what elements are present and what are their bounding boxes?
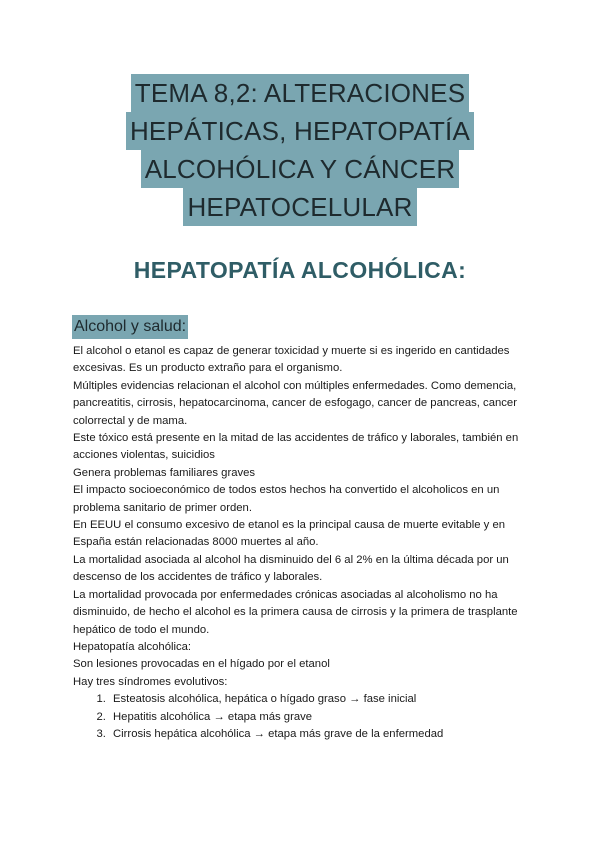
title-line-1: TEMA 8,2: ALTERACIONES — [131, 74, 469, 112]
paragraph: Son lesiones provocadas en el hígado por el etanol — [73, 658, 330, 671]
paragraph: Múltiples evidencias relacionan el alcohol con múltiples enfermedades. Como demencia, pancreatitis, cirrosis, hepatocarcinoma, cancer de esfogago, cancer de pancreas, cancer colorrectal y de mama. — [73, 379, 517, 427]
paragraph: La mortalidad asociada al alcohol ha disminuido del 6 al 2% en la última década por un descenso de los accidentes de tráfico y laborales. — [73, 553, 509, 584]
title-line-4: HEPATOCELULAR — [183, 188, 416, 226]
paragraph: Hay tres síndromes evolutivos: — [73, 675, 228, 688]
subheading: Alcohol y salud: — [72, 315, 188, 339]
list-item: 2. Hepatitis alcohólica → etapa más grave — [109, 709, 533, 726]
syndromes-list — [73, 691, 533, 743]
list-item: 3. Cirrosis hepática alcohólica → etapa más grave de la enfermedad — [109, 726, 533, 743]
paragraph: En EEUU el consumo excesivo de etanol es la principal causa de muerte evitable y en España están relacionadas 8000 muertes al año. — [73, 519, 506, 549]
paragraph: La mortalidad provocada por enfermedades crónicas asociadas al alcoholismo no ha disminuido, de hecho el alcohol es la primera causa de cirrosis y la primera de trasplante hepático de todo el mundo. — [73, 588, 518, 636]
section-heading: HEPATOPATÍA ALCOHÓLICA: — [133, 257, 467, 283]
title-line-3: ALCOHÓLICA Y CÁNCER — [141, 150, 460, 188]
list-item: 1. Esteatosis alcohólica, hepática o hígado graso → fase inicial — [109, 691, 533, 708]
paragraph: Este tóxico está presente en la mitad de las accidentes de tráfico y laborales, también en acciones violentas, suicidios — [73, 432, 519, 462]
paragraph: Hepatopatía alcohólica: — [73, 640, 192, 653]
title-line-2: HEPÁTICAS, HEPATOPATÍA — [126, 112, 474, 150]
body-text — [73, 343, 533, 743]
paragraph: Genera problemas familiares graves — [73, 466, 256, 479]
document-title — [0, 74, 600, 226]
paragraph: El impacto socioeconómico de todos estos hechos ha convertido el alcoholicos en un problema sanitario de primer orden. — [73, 484, 500, 514]
paragraph: El alcohol o etanol es capaz de generar toxicidad y muerte si es ingerido en cantidades excesivas. Es un producto extraño para el organismo. — [73, 345, 510, 375]
